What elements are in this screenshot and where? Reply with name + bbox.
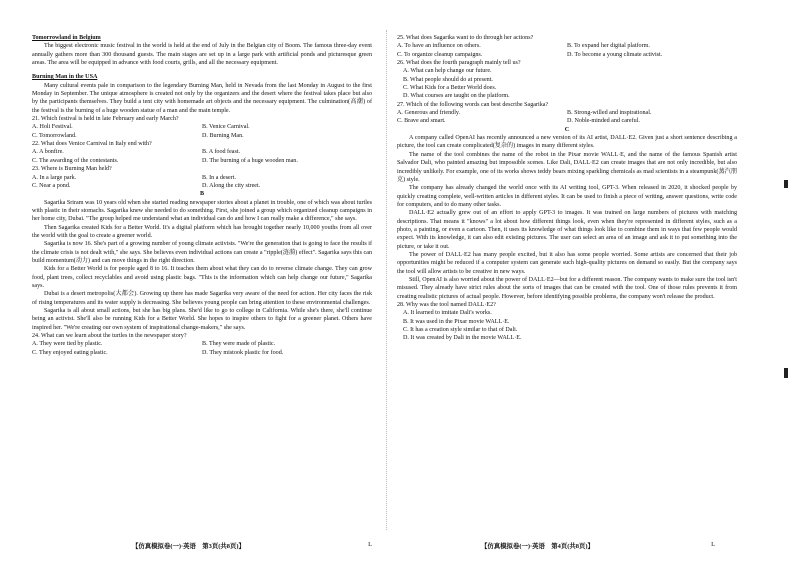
- question-27: 27. Which of the following words can best describe Sagarika?: [397, 101, 549, 108]
- paragraph: A company called OpenAI has recently announced a new version of its AI artist, DALL·E2. Given just a short sentence describing a picture, the tool can create complicated(复杂的) images in many different styles.: [397, 135, 737, 150]
- option: A. In a large park.: [32, 174, 77, 181]
- option: A. What can help change our future.: [403, 68, 492, 75]
- option: A. A bonfire.: [32, 149, 64, 156]
- paragraph: Kids for a Better World is for people aged 8 to 16. It teaches them about what they can do to reverse climate change. They can grow food, plant trees, collect recyclables and avoid using plastic bags. "This is the information which can help change our future," Sagarika says.: [32, 266, 372, 289]
- paragraph: The company has already changed the world once with its AI writing tool, GPT-3. When released in 2020, it shocked people by quickly creating complete, well-written articles in different styles. It can be used to finish a piece of writing, answer questions, write code for computers, and to do many other tasks.: [397, 185, 737, 208]
- paragraph: The biggest electronic music festival in the world is held at the end of July in the Belgian city of Boom. The famous three-day event annually gathers more than 300 thousand guests. The main stages are set up in a large park with artificial ponds and picturesque green areas. The area will be equipped in advance with food courts, grills, and all the necessary equipment.: [32, 43, 372, 67]
- footer-mark: L: [368, 541, 372, 548]
- option: B. To expand her digital platform.: [567, 43, 650, 50]
- right-footer-area: [397, 0, 715, 561]
- paragraph: Dubai is a desert metropolis(大都会). Growing up there has made Sagarika very aware of the need for action. Her city faces the risk of rising temperatures and its water supply is decreasing. She believes young people can bring attention to these environmental challenges.: [32, 291, 372, 306]
- paragraph: Sagarika is all about small actions, but she has big plans. She'd like to go to college in California. While she's there, she'll continue being an activist. She'll also be running Kids for a Better World. She hopes to inspire others to fight for a greener planet. Others have inspired her. "We're creating our own system of inspirational change-makers," she says.: [32, 308, 372, 331]
- option: B. They were made of plastic.: [202, 341, 276, 348]
- option: C. To organize cleanup campaigns.: [397, 51, 483, 58]
- question-25: 25. What does Sagarika want to do through her actions?: [397, 35, 534, 41]
- paragraph: The power of DALL·E2 has many people excited, but it also has some people worried. Some artists are concerned that their job opportunities might be reduced if a computer system can generate such high-quality pictures on demand so easily. But the company says the tool will allow artists to be creative in new ways.: [397, 251, 737, 275]
- left-footer-area: [32, 0, 372, 561]
- option: D. Along the city street.: [202, 182, 261, 189]
- option: C. The awarding of the contestants.: [32, 157, 119, 164]
- option: C. They enjoyed eating plastic.: [32, 349, 108, 356]
- option: D. It was created by Dali in the movie WALL·E.: [403, 335, 522, 342]
- page-divider: [386, 30, 387, 530]
- option: A. Generous and friendly.: [397, 110, 461, 117]
- paragraph: DALL·E2 actually grew out of an effort to apply GPT-3 to images. It was trained on large numbers of pictures with matching descriptions. That means it "knows" a lot about how different things look, even when they're represented in different styles, such as a photo, a painting, or even a cartoon. Then, it uses its knowledge of what things look like to combine them in ways that few people would expect. With its knowledge, it can also edit existing pictures. The user can select an area of an image and ask it to put something into the picture, or take it out.: [397, 210, 737, 250]
- page-footer: 【仿真模拟卷(一)·英语 第4页(共8页)】: [481, 543, 594, 550]
- option: C. Brave and smart.: [397, 118, 446, 125]
- option: B. In a desert.: [202, 174, 237, 181]
- footer-mark: L: [711, 541, 715, 548]
- paragraph: Still, OpenAI is also worried about the power of DALL·E2—but for a different reason. The company wants to make sure the tool isn't misused. They already have strict rules about the sorts of images that can be created with the tool. One of those rules prevents it from creating realistic pictures of actual people. However, before identifying possible problems, the company won't release the product.: [397, 276, 737, 300]
- question-26: 26. What does the fourth paragraph mainly tell us?: [397, 60, 521, 67]
- section-label-c: C: [564, 126, 570, 133]
- option: A. They were tied by plastic.: [32, 341, 103, 348]
- option: B. Strong-willed and inspirational.: [567, 110, 652, 117]
- option: A. Holi Festival.: [32, 124, 73, 131]
- option: D. What courses are taught on the platform.: [403, 93, 510, 100]
- question-23: 23. Where is Burning Man held?: [32, 166, 112, 173]
- option: D. Burning Man.: [202, 132, 244, 139]
- option: D. The burning of a huge wooden man.: [202, 157, 298, 164]
- option: B. A food feast.: [202, 149, 241, 156]
- option: D. Noble-minded and careful.: [567, 118, 640, 125]
- scan-artifact: [784, 368, 788, 378]
- question-28: 28. Why was the tool named DALL·E2?: [397, 302, 496, 308]
- page-footer: 【仿真模拟卷(一)·英语 第3页(共8页)】: [132, 543, 245, 550]
- section-heading: Tomorrowland in Belgium: [32, 35, 101, 41]
- paragraph: Many cultural events pale in comparison to the legendary Burning Man, held in Nevada from the last Monday in August to the first Monday in September. The unique atmosphere is created not only by the organizers and the desert where the festival takes place but also by the participants themselves. They build a tent city with homemade art objects and the necessary equipment. The culmination(高潮) of the festival is the burning of a huge wooden statue of a man and the main temple.: [32, 82, 372, 114]
- question-22: 22. What does Venice Carnival in Italy end with?: [32, 141, 152, 148]
- section-label-b: B: [199, 191, 205, 198]
- paragraph: The name of the tool combines the name of the robot in the Pixar movie WALL·E, and the name of the famous Spanish artist Salvador Dali, who painted amazing but impossible scenes. Like Dali, DALL·E2 can create images that are not only incredible, but also incredibly unlikely. For example, one of its works shows teddy bears mixing sparkling chemicals as mad scientists in a steampunk(蒸汽朋克) style.: [397, 151, 737, 183]
- scan-artifact: [784, 180, 788, 188]
- option: A. It learned to imitate Dali's works.: [403, 310, 492, 317]
- question-21: 21. Which festival is held in late February and early March?: [32, 116, 179, 123]
- option: C. Near a pond.: [32, 182, 71, 189]
- option: C. What Kids for a Better World does.: [403, 85, 497, 92]
- question-24: 24. What can we learn about the turtles in the newspaper story?: [32, 333, 187, 340]
- paragraph: Then Sagarika created Kids for a Better World. It's a digital platform which has brought together nearly 10,000 youths from all over the world with the goal to create a greener world.: [32, 224, 372, 239]
- option: C. It has a creation style similar to that of Dali.: [403, 327, 518, 334]
- paragraph: Sagarika is now 16. She's part of a growing number of young climate activists. "We're the generation that is going to face the results if the climate crisis is not dealt with," she says. She believes even individual actions can create a "ripple(涟漪) effect". Sagarika says this can build momentum(动力) and can move things in the right direction.: [32, 241, 372, 264]
- option: B. Venice Carnival.: [202, 124, 250, 131]
- option: B. What people should do at present.: [403, 76, 493, 83]
- option: D. They mistook plastic for food.: [202, 349, 284, 356]
- option: B. It was used in the Pixar movie WALL·E.: [403, 318, 510, 325]
- option: A. To have an influence on others.: [397, 43, 481, 50]
- option: D. To become a young climate activist.: [567, 51, 663, 58]
- paragraph: Sagarika Sriram was 10 years old when she started reading newspaper stories about a planet in trouble, one of which was about turtles with plastic in their stomachs. Sagarika knew she needed to do something. First, she joined a group which organized cleanup campaigns in her home city, Dubai. "The group helped me understand what an individual can do and how I can really make a difference," she says.: [32, 199, 372, 223]
- option: C. Tomorrowland.: [32, 132, 77, 139]
- section-heading: Burning Man in the USA: [32, 74, 98, 81]
